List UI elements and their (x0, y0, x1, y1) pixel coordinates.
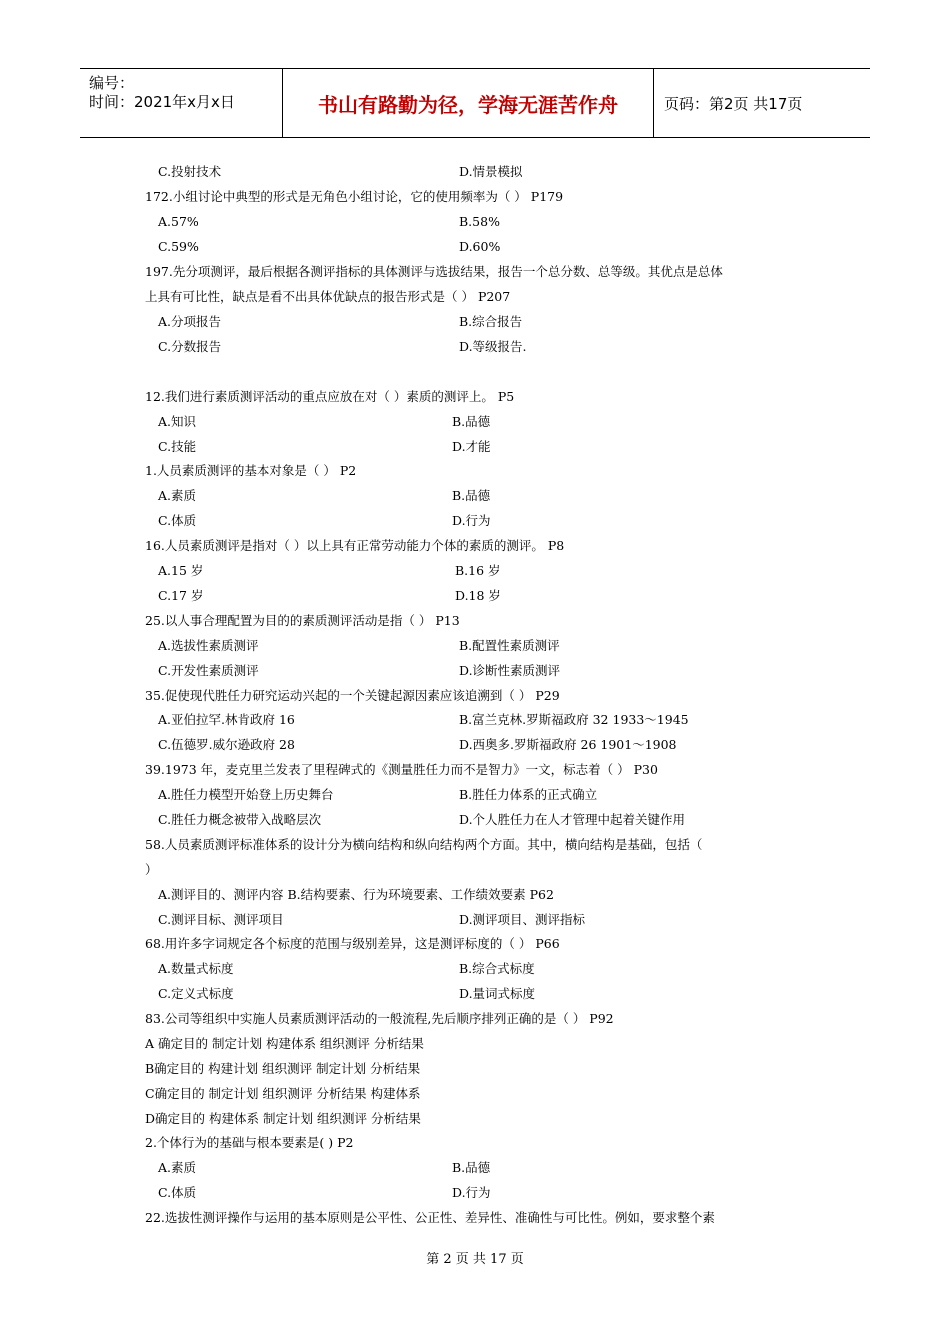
text-line: B.配置性素质测评 (459, 638, 560, 653)
number-label: 编号： (89, 74, 135, 92)
text-line: 1.人员素质测评的基本对象是（ ） P2 (145, 463, 357, 478)
text-line: B.58% (459, 214, 500, 229)
text-line: B.富兰克林.罗斯福政府 32 1933～1945 (459, 712, 689, 727)
text-line: D确定目的 构建体系 制定计划 组织测评 分析结果 (145, 1111, 421, 1126)
text-line: C.体质 (158, 513, 197, 528)
text-line: 上具有可比性，缺点是看不出具体优缺点的报告形式是（ ） P207 (145, 289, 511, 304)
text-line: C.技能 (158, 439, 197, 454)
text-line: D.情景模拟 (459, 164, 523, 179)
text-line: A.素质 (158, 1160, 197, 1175)
text-line: A.亚伯拉罕.林肯政府 16 (158, 712, 295, 727)
text-line: C.定义式标度 (158, 986, 234, 1001)
text-line: D.行为 (452, 1185, 491, 1200)
page-footer: 第 2 页 共 17 页 (426, 1252, 524, 1267)
text-line: C.分数报告 (158, 339, 222, 354)
text-line: 68.用许多字词规定各个标度的范围与级别差异，这是测评标度的（ ） P66 (145, 936, 560, 951)
text-line: 12.我们进行素质测评活动的重点应放在对（ ）素质的测评上。 P5 (145, 389, 515, 404)
text-line: D.行为 (452, 513, 491, 528)
text-line: C.投射技术 (158, 164, 222, 179)
text-line: 16.人员素质测评是指对（ ）以上具有正常劳动能力个体的素质的测评。 P8 (145, 538, 565, 553)
text-line: C.59% (158, 239, 199, 254)
text-line: C.伍德罗.威尔逊政府 28 (158, 737, 295, 752)
text-line: A.分项报告 (158, 314, 222, 329)
text-line: A.15 岁 (158, 563, 204, 578)
text-line: 58.人员素质测评标准体系的设计分为横向结构和纵向结构两个方面。其中，横向结构是基础，包括（ (145, 837, 703, 852)
text-line: D.测评项目、测评指标 (459, 912, 586, 927)
text-line: C.开发性素质测评 (158, 663, 259, 678)
text-line: C.体质 (158, 1185, 197, 1200)
text-line: D.18 岁 (455, 588, 501, 603)
text-line: D.量词式标度 (459, 986, 536, 1001)
text-line: D.才能 (452, 439, 491, 454)
text-line: D.西奥多.罗斯福政府 26 1901～1908 (459, 737, 677, 752)
text-line: C.17 岁 (158, 588, 204, 603)
text-line: A.知识 (158, 414, 197, 429)
text-line: B.品德 (452, 488, 491, 503)
text-line: B.品德 (452, 1160, 491, 1175)
text-line: 172.小组讨论中典型的形式是无角色小组讨论，它的使用频率为（ ） P179 (145, 189, 564, 204)
text-line: 2.个体行为的基础与根本要素是( ) P2 (145, 1135, 354, 1150)
text-line: A.57% (158, 214, 199, 229)
text-line: A.选拔性素质测评 (158, 638, 259, 653)
text-line: 83.公司等组织中实施人员素质测评活动的一般流程,先后顺序排列正确的是（ ） P92 (145, 1011, 614, 1026)
text-line: D.等级报告. (459, 339, 527, 354)
text-line: A.胜任力模型开始登上历史舞台 (158, 787, 334, 802)
header-info-cell (80, 69, 283, 137)
text-line: B.16 岁 (455, 563, 501, 578)
text-line: B.胜任力体系的正式确立 (459, 787, 598, 802)
text-line: B.品德 (452, 414, 491, 429)
text-line: D.诊断性素质测评 (459, 663, 561, 678)
text-line: B.综合报告 (459, 314, 523, 329)
text-line: C.测评目标、测评项目 (158, 912, 284, 927)
page-info: 页码：第2页 共17页 (664, 94, 803, 113)
text-line: C.胜任力概念被带入战略层次 (158, 812, 322, 827)
text-line: A.素质 (158, 488, 197, 503)
text-line: A.数量式标度 (158, 961, 234, 976)
text-line: 25.以人事合理配置为目的的素质测评活动是指（ ） P13 (145, 613, 460, 628)
text-line: A 确定目的 制定计划 构建体系 组织测评 分析结果 (145, 1036, 424, 1051)
text-line: 35.促使现代胜任力研究运动兴起的一个关键起源因素应该追溯到（ ） P29 (145, 688, 560, 703)
text-line: 39.1973 年，麦克里兰发表了里程碑式的《测量胜任力而不是智力》一文，标志着（ ） P30 (145, 762, 658, 777)
text-line: C确定目的 制定计划 组织测评 分析结果 构建体系 (145, 1086, 421, 1101)
text-line: 197.先分项测评，最后根据各测评指标的具体测评与选拔结果，报告一个总分数、总等级。其优点是总体 (145, 264, 723, 279)
text-line: A.测评目的、测评内容 B.结构要素、行为环境要素、工作绩效要素 P62 (158, 887, 554, 902)
page-header (80, 68, 870, 138)
text-line: 22.选拔性测评操作与运用的基本原则是公平性、公正性、差异性、准确性与可比性。例如，要求整个素 (145, 1210, 715, 1225)
text-line: D.60% (459, 239, 501, 254)
text-line: ） (145, 862, 158, 877)
text-line: B确定目的 构建计划 组织测评 制定计划 分析结果 (145, 1061, 421, 1076)
time-label: 时间：2021年x月x日 (89, 93, 235, 111)
text-line: D.个人胜任力在人才管理中起着关键作用 (459, 812, 686, 827)
text-line: B.综合式标度 (459, 961, 535, 976)
motto: 书山有路勤为径，学海无涯苦作舟 (283, 69, 654, 137)
